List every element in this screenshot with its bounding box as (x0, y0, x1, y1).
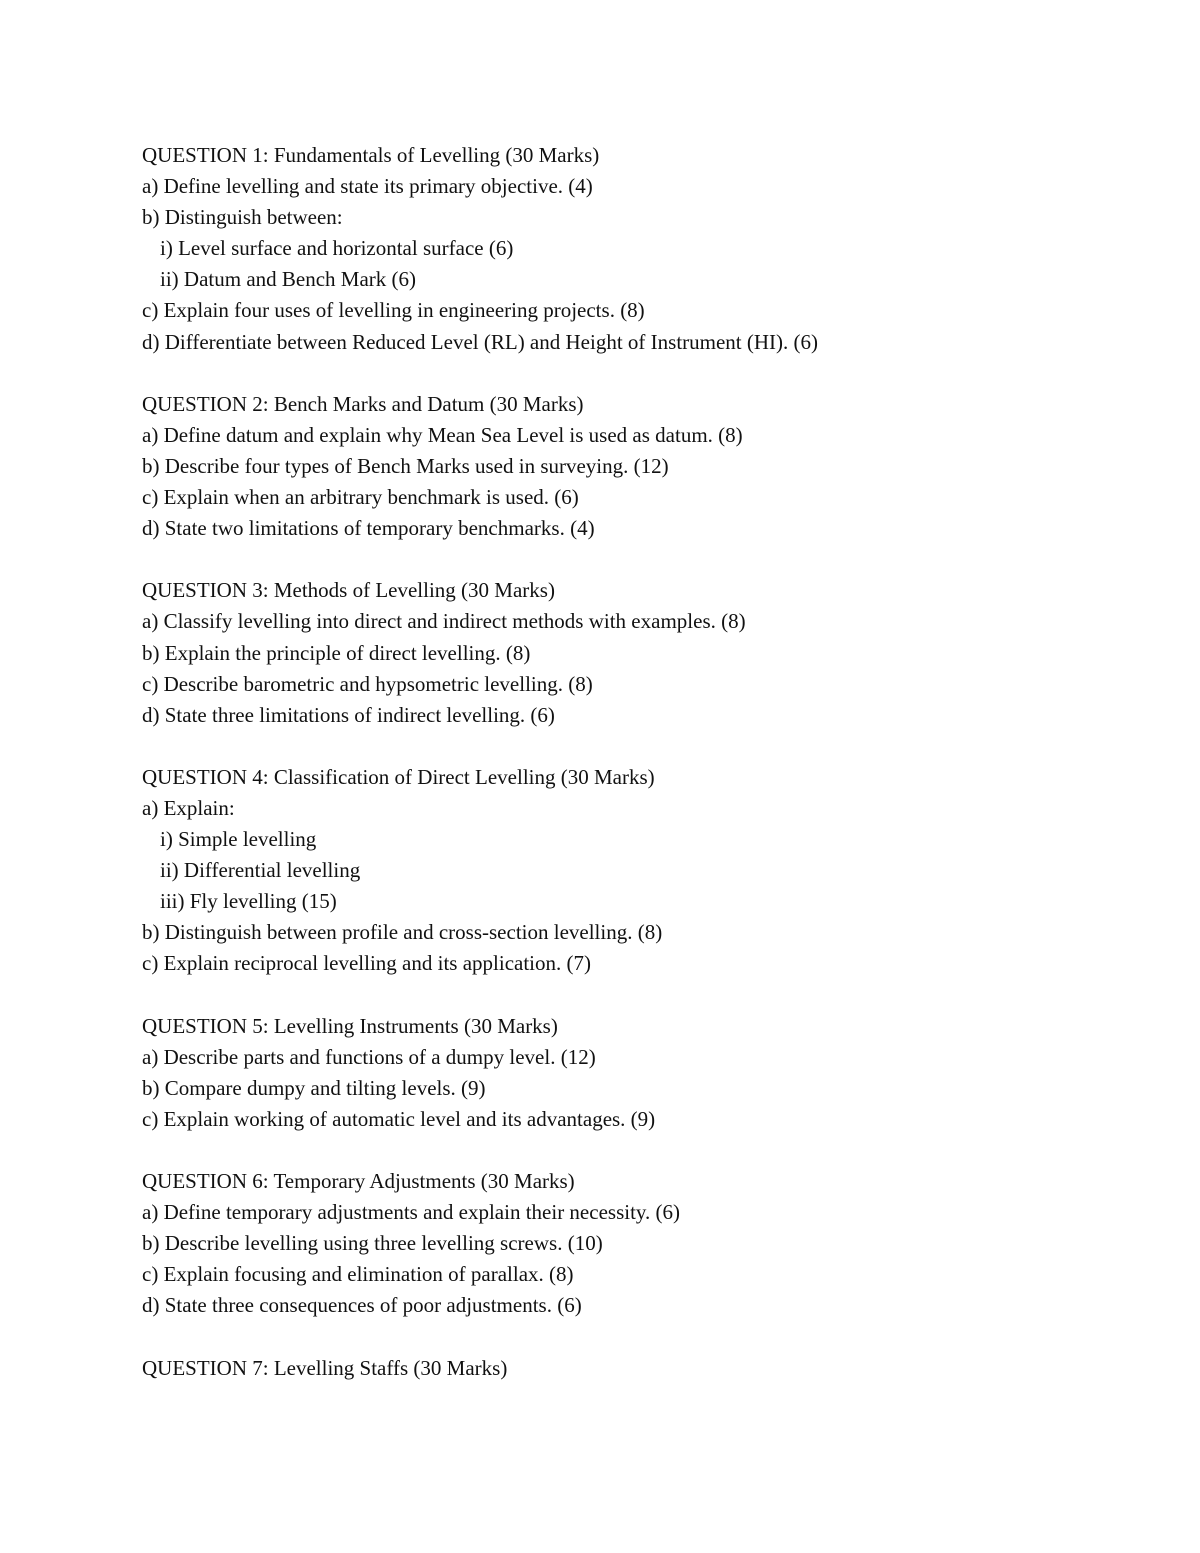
question-block (142, 1011, 1142, 1135)
question-title: QUESTION 4: Classification of Direct Levelling (30 Marks) (142, 764, 655, 789)
question-part: d) Differentiate between Reduced Level (RL) and Height of Instrument (HI). (6) (142, 329, 819, 354)
question-part: a) Describe parts and functions of a dumpy level. (12) (142, 1044, 596, 1069)
question-part: d) State three consequences of poor adjustments. (6) (142, 1293, 582, 1318)
document-page (142, 140, 1142, 1415)
question-title: QUESTION 1: Fundamentals of Levelling (30 Marks) (142, 143, 600, 167)
question-block (142, 389, 1142, 544)
question-part: c) Explain when an arbitrary benchmark is used. (6) (142, 485, 579, 510)
question-part: a) Define temporary adjustments and explain their necessity. (6) (142, 1200, 681, 1225)
question-part: c) Explain four uses of levelling in engineering projects. (8) (142, 298, 645, 323)
question-part: a) Explain: (142, 795, 235, 820)
question-subpart: ii) Datum and Bench Mark (6) (160, 267, 417, 292)
question-title: QUESTION 6: Temporary Adjustments (30 Marks) (142, 1169, 575, 1194)
question-title: QUESTION 2: Bench Marks and Datum (30 Marks) (142, 391, 584, 416)
question-part: b) Describe levelling using three levelling screws. (10) (142, 1231, 603, 1256)
question-block (142, 762, 1142, 980)
question-part: b) Distinguish between: (142, 205, 343, 230)
question-part: a) Define datum and explain why Mean Sea Level is used as datum. (8) (142, 422, 743, 447)
question-part: c) Explain reciprocal levelling and its application. (7) (142, 951, 591, 976)
question-list (142, 140, 1142, 1384)
question-part: b) Compare dumpy and tilting levels. (9) (142, 1075, 486, 1100)
question-block (142, 1353, 1142, 1384)
question-subpart: iii) Fly levelling (15) (160, 889, 337, 914)
question-block (142, 575, 1142, 730)
question-block (142, 1166, 1142, 1321)
question-part: d) State three limitations of indirect levelling. (6) (142, 702, 555, 727)
question-subpart: ii) Differential levelling (160, 858, 361, 883)
question-part: a) Define levelling and state its primary objective. (4) (142, 174, 593, 199)
question-title: QUESTION 3: Methods of Levelling (30 Marks) (142, 578, 555, 603)
question-part: d) State two limitations of temporary benchmarks. (4) (142, 516, 595, 541)
question-part: b) Describe four types of Bench Marks used in surveying. (12) (142, 453, 669, 478)
question-subpart: i) Simple levelling (160, 827, 317, 852)
question-part: a) Classify levelling into direct and indirect methods with examples. (8) (142, 609, 746, 634)
question-part: b) Distinguish between profile and cross-section levelling. (8) (142, 920, 663, 945)
question-part: c) Explain focusing and elimination of parallax. (8) (142, 1262, 574, 1287)
question-part: c) Describe barometric and hypsometric levelling. (8) (142, 671, 593, 696)
question-title: QUESTION 5: Levelling Instruments (30 Marks) (142, 1013, 558, 1038)
question-title: QUESTION 7: Levelling Staffs (30 Marks) (142, 1355, 508, 1380)
question-part: b) Explain the principle of direct levelling. (8) (142, 640, 531, 665)
question-part: c) Explain working of automatic level and its advantages. (9) (142, 1106, 656, 1131)
question-block (142, 140, 1142, 358)
question-subpart: i) Level surface and horizontal surface (6) (160, 236, 514, 261)
